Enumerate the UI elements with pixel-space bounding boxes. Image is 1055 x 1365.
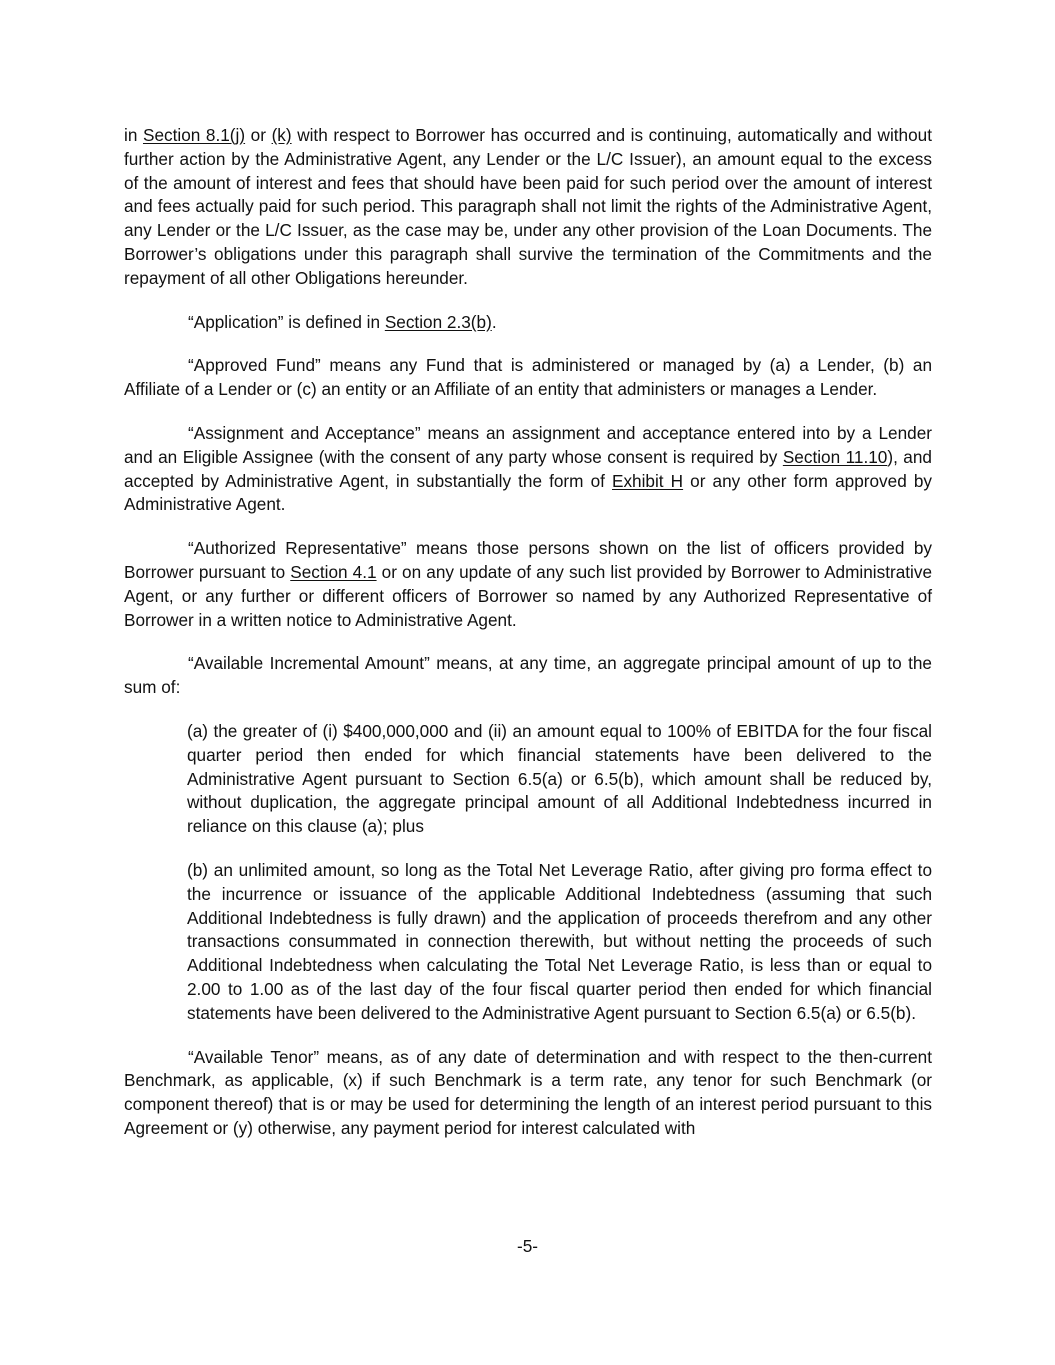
clause-a: (a) the greater of (i) $400,000,000 and (ii) an amount equal to 100% of EBITDA for the four fiscal quarter period then ended for which financial statements have been delivered to the Administrative Agent pursuant to Section 6.5(a) or 6.5(b), which amount shall be reduced by, without duplication, the aggregate principal amount of all Additional Indebtedness incurred in reliance on this clause (a); plus bbox=[187, 720, 932, 837]
section-reference: Section 4.1 bbox=[290, 561, 377, 582]
definition-approved-fund: “Approved Fund” means any Fund that is administered or managed by (a) a Lender, (b) an Affiliate of a Lender or (c) an entity or an Affiliate of an entity that administers or manages a Lender. bbox=[124, 355, 932, 400]
document-body bbox=[124, 124, 932, 1161]
definition-authorized-representative: “Authorized Representative” means those persons shown on the list of officers provided by Borrower pursuant to Section 4.1 or on any update of any such list provided by Borrower to Administrative Agent, or any further or different officers of Borrower so named by any Authorized Representative of Borrower in a written notice to Administrative Agent. bbox=[124, 538, 933, 630]
paragraph-continuation: in Section 8.1(j) or (k) with respect to Borrower has occurred and is continuing, automatically and without further action by the Administrative Agent, any Lender or the L/C Issuer), an amount equal to the excess of the amount of interest and fees that should have been paid for such period over the amount of interest and fees actually paid for such period. This paragraph shall not limit the rights of the Administrative Agent, any Lender or the L/C Issuer, as the case may be, under any other provision of the Loan Documents. The Borrower’s obligations under this paragraph shall survive the termination of the Commitments and the repayment of all other Obligations hereunder. bbox=[124, 125, 932, 288]
exhibit-reference: Exhibit H bbox=[612, 470, 684, 491]
section-reference: Section 2.3(b) bbox=[384, 311, 492, 332]
clause-b: (b) an unlimited amount, so long as the Total Net Leverage Ratio, after giving pro forma effect to the incurrence or issuance of the applicable Additional Indebtedness (assuming that such Additional Indebtedness is fully drawn) and the application of proceeds therefrom and any other transactions consummated in connection therewith, but without netting the proceeds of such Additional Indebtedness when calculating the Total Net Leverage Ratio, is less than or equal to 2.00 to 1.00 as of the last day of the four fiscal quarter period then ended for which financial statements have been delivered to the Administrative Agent pursuant to Section 6.5(a) or 6.5(b). bbox=[187, 859, 932, 1023]
definition-available-incremental-amount: “Available Incremental Amount” means, at any time, an aggregate principal amount of up to the sum of: bbox=[124, 653, 932, 698]
page-number: -5- bbox=[516, 1236, 538, 1256]
definition-assignment-and-acceptance: “Assignment and Acceptance” means an assignment and acceptance entered into by a Lender and an Eligible Assignee (with the consent of any party whose consent is required by Section 11.10), and accepted by Administrative Agent, in substantially the form of Exhibit H or any other form approved by Administrative Agent. bbox=[124, 422, 932, 515]
definition-application: “Application” is defined in Section 2.3(b). bbox=[188, 311, 497, 332]
section-reference: Section 11.10 bbox=[782, 446, 888, 467]
section-reference: (k) bbox=[271, 125, 292, 145]
section-reference: Section 8.1(j) bbox=[142, 125, 246, 145]
definition-available-tenor: “Available Tenor” means, as of any date of determination and with respect to the then-current Benchmark, as applicable, (x) if such Benchmark is a term rate, any tenor for such Benchmark (or component thereof) that is or may be used for determining the length of an interest period pursuant to this Agreement or (y) otherwise, any payment period for interest calculated with bbox=[124, 1046, 932, 1138]
